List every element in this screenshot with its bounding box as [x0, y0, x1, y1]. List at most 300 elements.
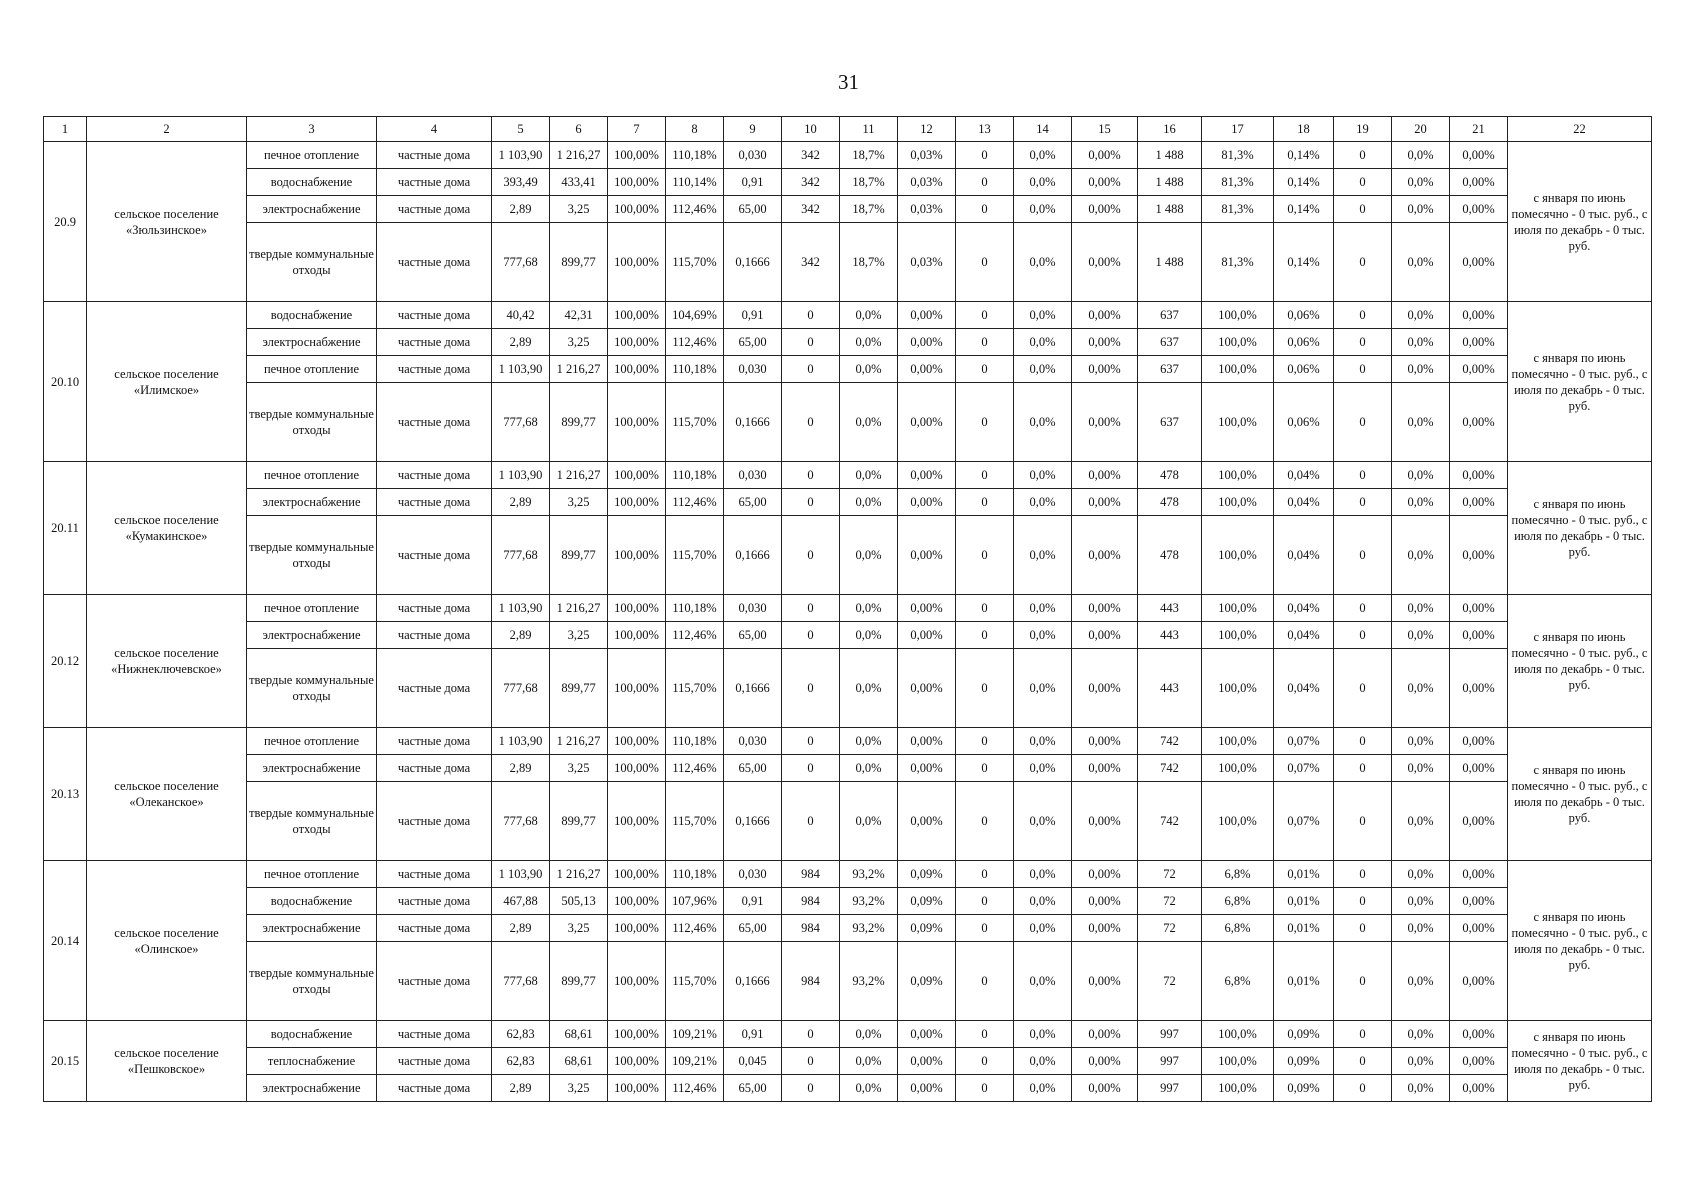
table-cell: 0,030 [724, 728, 782, 755]
table-cell: 742 [1138, 728, 1202, 755]
column-header: 6 [550, 117, 608, 142]
table-cell: 899,77 [550, 649, 608, 728]
table-cell: 100,0% [1202, 728, 1274, 755]
table-cell: 0,01% [1274, 888, 1334, 915]
table-cell: 0,03% [898, 223, 956, 302]
table-cell: 0 [1334, 196, 1392, 223]
column-header: 1 [44, 117, 87, 142]
housing-type: частные дома [377, 595, 492, 622]
table-cell: 93,2% [840, 888, 898, 915]
table-cell: 0,14% [1274, 223, 1334, 302]
table-cell: 0,0% [840, 462, 898, 489]
table-cell: 100,0% [1202, 462, 1274, 489]
table-cell: 100,00% [608, 888, 666, 915]
group-number: 20.11 [44, 462, 87, 595]
service-name: твердые коммунальные отходы [247, 223, 377, 302]
table-cell: 100,00% [608, 383, 666, 462]
table-cell: 2,89 [492, 755, 550, 782]
table-cell: 0,00% [1072, 622, 1138, 649]
table-cell: 0,0% [1014, 649, 1072, 728]
table-cell: 100,00% [608, 302, 666, 329]
table-cell: 777,68 [492, 782, 550, 861]
table-cell: 0 [782, 356, 840, 383]
table-cell: 0,0% [1014, 329, 1072, 356]
table-cell: 3,25 [550, 196, 608, 223]
table-cell: 18,7% [840, 223, 898, 302]
table-cell: 0,00% [1072, 888, 1138, 915]
table-cell: 0 [956, 1075, 1014, 1102]
table-row [44, 196, 1652, 223]
table-cell: 100,00% [608, 462, 666, 489]
table-cell: 3,25 [550, 1075, 608, 1102]
table-cell: 0 [956, 1048, 1014, 1075]
service-name: электроснабжение [247, 915, 377, 942]
table-cell: 0,04% [1274, 649, 1334, 728]
table-cell: 0,00% [1450, 169, 1508, 196]
table-cell: 0,03% [898, 142, 956, 169]
table-cell: 110,18% [666, 861, 724, 888]
table-cell: 0,0% [840, 649, 898, 728]
table-cell: 0,04% [1274, 516, 1334, 595]
table-cell: 899,77 [550, 223, 608, 302]
table-cell: 0,030 [724, 595, 782, 622]
housing-type: частные дома [377, 516, 492, 595]
housing-type: частные дома [377, 383, 492, 462]
table-cell: 0,0% [1392, 915, 1450, 942]
table-cell: 115,70% [666, 516, 724, 595]
table-cell: 0,00% [1072, 356, 1138, 383]
table-cell: 0,01% [1274, 915, 1334, 942]
table-row [44, 142, 1652, 169]
table-cell: 112,46% [666, 196, 724, 223]
table-cell: 0,045 [724, 1048, 782, 1075]
settlement-name: сельское поселение «Пешковское» [87, 1021, 247, 1102]
service-name: электроснабжение [247, 196, 377, 223]
table-cell: 100,0% [1202, 782, 1274, 861]
table-cell: 0 [956, 942, 1014, 1021]
table-cell: 0 [782, 728, 840, 755]
table-cell: 109,21% [666, 1021, 724, 1048]
table-cell: 0,00% [1072, 489, 1138, 516]
table-cell: 0 [1334, 755, 1392, 782]
table-cell: 0,0% [1392, 383, 1450, 462]
column-header: 2 [87, 117, 247, 142]
table-cell: 100,00% [608, 142, 666, 169]
table-cell: 0 [956, 755, 1014, 782]
table-cell: 0,0% [840, 782, 898, 861]
settlement-name: сельское поселение «Кумакинское» [87, 462, 247, 595]
table-cell: 0,1666 [724, 383, 782, 462]
housing-type: частные дома [377, 755, 492, 782]
service-name: водоснабжение [247, 1021, 377, 1048]
table-cell: 0 [782, 595, 840, 622]
housing-type: частные дома [377, 1048, 492, 1075]
table-cell: 0 [956, 728, 1014, 755]
table-cell: 0,00% [1072, 1075, 1138, 1102]
table-cell: 742 [1138, 782, 1202, 861]
table-cell: 93,2% [840, 942, 898, 1021]
service-name: печное отопление [247, 142, 377, 169]
table-cell: 0 [782, 782, 840, 861]
payment-note: с января по июнь помесячно - 0 тыс. руб., с июля по декабрь - 0 тыс. руб. [1508, 728, 1652, 861]
table-cell: 62,83 [492, 1048, 550, 1075]
table-cell: 0,0% [1014, 622, 1072, 649]
table-cell: 0 [782, 302, 840, 329]
table-cell: 0,91 [724, 1021, 782, 1048]
table-cell: 100,00% [608, 861, 666, 888]
table-cell: 0,03% [898, 169, 956, 196]
table-cell: 0,0% [1014, 1021, 1072, 1048]
table-cell: 65,00 [724, 329, 782, 356]
table-cell: 93,2% [840, 915, 898, 942]
table-cell: 0,01% [1274, 942, 1334, 1021]
table-cell: 100,00% [608, 595, 666, 622]
table-cell: 0,0% [1014, 223, 1072, 302]
service-name: печное отопление [247, 728, 377, 755]
table-cell: 0 [1334, 888, 1392, 915]
table-cell: 100,00% [608, 622, 666, 649]
housing-type: частные дома [377, 649, 492, 728]
table-cell: 0 [1334, 356, 1392, 383]
table-row [44, 383, 1652, 462]
column-header: 4 [377, 117, 492, 142]
table-cell: 0,0% [1014, 462, 1072, 489]
table-cell: 100,00% [608, 196, 666, 223]
table-cell: 899,77 [550, 782, 608, 861]
table-cell: 1 216,27 [550, 462, 608, 489]
table-cell: 0,0% [1392, 516, 1450, 595]
housing-type: частные дома [377, 1075, 492, 1102]
table-cell: 0 [1334, 329, 1392, 356]
table-cell: 0 [956, 196, 1014, 223]
table-cell: 0,06% [1274, 329, 1334, 356]
table-cell: 637 [1138, 302, 1202, 329]
table-cell: 0,030 [724, 462, 782, 489]
table-cell: 0,0% [840, 383, 898, 462]
table-cell: 0 [1334, 383, 1392, 462]
table-cell: 0,91 [724, 169, 782, 196]
table-row [44, 169, 1652, 196]
table-cell: 110,18% [666, 728, 724, 755]
table-cell: 100,0% [1202, 329, 1274, 356]
table-cell: 0,00% [1450, 462, 1508, 489]
table-cell: 115,70% [666, 649, 724, 728]
table-cell: 984 [782, 942, 840, 1021]
table-cell: 0,0% [1392, 169, 1450, 196]
table-cell: 0,00% [1450, 728, 1508, 755]
service-name: водоснабжение [247, 302, 377, 329]
table-cell: 110,14% [666, 169, 724, 196]
table-cell: 81,3% [1202, 223, 1274, 302]
table-cell: 478 [1138, 462, 1202, 489]
table-cell: 0,00% [1072, 1048, 1138, 1075]
table-cell: 115,70% [666, 223, 724, 302]
table-cell: 0,00% [1450, 329, 1508, 356]
housing-type: частные дома [377, 622, 492, 649]
table-cell: 0,0% [840, 489, 898, 516]
table-cell: 0 [1334, 516, 1392, 595]
table-row [44, 782, 1652, 861]
table-cell: 2,89 [492, 622, 550, 649]
table-cell: 342 [782, 169, 840, 196]
service-name: печное отопление [247, 595, 377, 622]
table-cell: 81,3% [1202, 142, 1274, 169]
table-cell: 0,00% [1450, 755, 1508, 782]
table-cell: 2,89 [492, 329, 550, 356]
service-name: электроснабжение [247, 1075, 377, 1102]
table-cell: 2,89 [492, 196, 550, 223]
table-cell: 100,0% [1202, 356, 1274, 383]
table-cell: 0,0% [840, 302, 898, 329]
service-name: водоснабжение [247, 888, 377, 915]
table-cell: 0,00% [1450, 649, 1508, 728]
table-cell: 0 [782, 1048, 840, 1075]
table-cell: 467,88 [492, 888, 550, 915]
table-cell: 0 [956, 356, 1014, 383]
group-number: 20.9 [44, 142, 87, 302]
column-header: 20 [1392, 117, 1450, 142]
page-number: 31 [838, 70, 859, 94]
table-cell: 1 488 [1138, 142, 1202, 169]
column-header: 16 [1138, 117, 1202, 142]
table-cell: 0,09% [1274, 1048, 1334, 1075]
table-cell: 100,0% [1202, 622, 1274, 649]
table-cell: 0,0% [1014, 861, 1072, 888]
service-name: печное отопление [247, 462, 377, 489]
tariff-table [43, 116, 1652, 1102]
table-cell: 0 [1334, 782, 1392, 861]
table-cell: 112,46% [666, 329, 724, 356]
group-number: 20.12 [44, 595, 87, 728]
table-cell: 0 [1334, 595, 1392, 622]
table-cell: 0,00% [898, 302, 956, 329]
table-cell: 342 [782, 196, 840, 223]
table-row [44, 489, 1652, 516]
table-cell: 0,0% [1014, 595, 1072, 622]
table-cell: 0 [1334, 728, 1392, 755]
table-cell: 0,0% [1014, 1075, 1072, 1102]
table-cell: 0,00% [1072, 942, 1138, 1021]
table-cell: 0 [782, 462, 840, 489]
table-cell: 0,0% [1014, 383, 1072, 462]
table-cell: 0,030 [724, 861, 782, 888]
table-cell: 0,07% [1274, 782, 1334, 861]
table-row [44, 649, 1652, 728]
table-cell: 3,25 [550, 329, 608, 356]
table-cell: 3,25 [550, 622, 608, 649]
table-cell: 100,00% [608, 755, 666, 782]
table-cell: 443 [1138, 622, 1202, 649]
table-cell: 393,49 [492, 169, 550, 196]
table-cell: 0,00% [1450, 223, 1508, 302]
table-cell: 1 103,90 [492, 728, 550, 755]
table-cell: 0,00% [898, 329, 956, 356]
table-cell: 0 [782, 649, 840, 728]
column-number-header [44, 117, 1652, 142]
table-cell: 110,18% [666, 356, 724, 383]
table-cell: 6,8% [1202, 861, 1274, 888]
group-number: 20.13 [44, 728, 87, 861]
table-cell: 0,00% [898, 595, 956, 622]
settlement-name: сельское поселение «Олеканское» [87, 728, 247, 861]
table-cell: 1 216,27 [550, 595, 608, 622]
table-cell: 100,0% [1202, 755, 1274, 782]
table-cell: 742 [1138, 755, 1202, 782]
table-cell: 0,0% [1392, 1021, 1450, 1048]
service-name: электроснабжение [247, 622, 377, 649]
table-cell: 433,41 [550, 169, 608, 196]
table-cell: 0,0% [1014, 516, 1072, 595]
column-header: 14 [1014, 117, 1072, 142]
table-cell: 0 [956, 169, 1014, 196]
table-row [44, 888, 1652, 915]
table-cell: 0,09% [898, 861, 956, 888]
table-cell: 0 [1334, 169, 1392, 196]
table-cell: 1 103,90 [492, 595, 550, 622]
table-cell: 0,0% [1014, 888, 1072, 915]
table-cell: 112,46% [666, 489, 724, 516]
table-cell: 100,0% [1202, 302, 1274, 329]
table-cell: 110,18% [666, 142, 724, 169]
table-cell: 637 [1138, 329, 1202, 356]
table-cell: 100,0% [1202, 595, 1274, 622]
table-row [44, 516, 1652, 595]
table-cell: 0,00% [898, 755, 956, 782]
table-cell: 0,00% [1072, 462, 1138, 489]
table-cell: 0,00% [1072, 755, 1138, 782]
group-number: 20.10 [44, 302, 87, 462]
column-header: 7 [608, 117, 666, 142]
table-row [44, 915, 1652, 942]
table-cell: 112,46% [666, 755, 724, 782]
table-cell: 0 [956, 142, 1014, 169]
table-cell: 0,0% [1392, 728, 1450, 755]
payment-note: с января по июнь помесячно - 0 тыс. руб., с июля по декабрь - 0 тыс. руб. [1508, 1021, 1652, 1102]
table-cell: 0,00% [1072, 516, 1138, 595]
table-cell: 100,00% [608, 356, 666, 383]
table-cell: 100,00% [608, 169, 666, 196]
table-cell: 0,00% [1072, 1021, 1138, 1048]
housing-type: частные дома [377, 223, 492, 302]
table-cell: 0 [1334, 142, 1392, 169]
table-cell: 342 [782, 223, 840, 302]
table-cell: 0,00% [1450, 356, 1508, 383]
housing-type: частные дома [377, 728, 492, 755]
table-cell: 100,00% [608, 649, 666, 728]
table-cell: 777,68 [492, 649, 550, 728]
table-cell: 0,00% [1072, 383, 1138, 462]
table-cell: 100,00% [608, 1048, 666, 1075]
table-cell: 0,00% [898, 383, 956, 462]
table-cell: 0,0% [840, 1048, 898, 1075]
table-cell: 0,00% [898, 649, 956, 728]
table-cell: 100,00% [608, 489, 666, 516]
table-cell: 0,14% [1274, 169, 1334, 196]
table-cell: 0 [956, 622, 1014, 649]
table-cell: 443 [1138, 595, 1202, 622]
table-cell: 0,0% [1392, 1075, 1450, 1102]
table-cell: 0,1666 [724, 782, 782, 861]
table-cell: 0,00% [1450, 516, 1508, 595]
table-cell: 0,0% [840, 356, 898, 383]
housing-type: частные дома [377, 942, 492, 1021]
service-name: твердые коммунальные отходы [247, 516, 377, 595]
table-cell: 3,25 [550, 915, 608, 942]
table-cell: 0,0% [1392, 861, 1450, 888]
table-cell: 0 [782, 1021, 840, 1048]
table-cell: 0,00% [1450, 196, 1508, 223]
table-cell: 0,09% [898, 888, 956, 915]
table-cell: 0 [956, 888, 1014, 915]
table-cell: 100,0% [1202, 516, 1274, 595]
table-cell: 6,8% [1202, 915, 1274, 942]
table-cell: 112,46% [666, 1075, 724, 1102]
table-cell: 112,46% [666, 622, 724, 649]
table-cell: 62,83 [492, 1021, 550, 1048]
table-cell: 0,04% [1274, 622, 1334, 649]
table-body [44, 142, 1652, 1102]
table-cell: 1 103,90 [492, 861, 550, 888]
table-cell: 0,00% [1450, 1075, 1508, 1102]
table-cell: 0,00% [898, 462, 956, 489]
table-cell: 0,00% [1072, 861, 1138, 888]
table-row [44, 223, 1652, 302]
table-row [44, 755, 1652, 782]
table-cell: 100,00% [608, 223, 666, 302]
table-cell: 0,0% [1392, 329, 1450, 356]
table-cell: 0 [956, 489, 1014, 516]
table-cell: 0,1666 [724, 942, 782, 1021]
table-cell: 1 216,27 [550, 861, 608, 888]
table-cell: 65,00 [724, 1075, 782, 1102]
housing-type: частные дома [377, 782, 492, 861]
table-row [44, 1075, 1652, 1102]
table-cell: 342 [782, 142, 840, 169]
table-cell: 0 [782, 1075, 840, 1102]
table-cell: 0,0% [1392, 356, 1450, 383]
housing-type: частные дома [377, 489, 492, 516]
table-cell: 72 [1138, 942, 1202, 1021]
table-cell: 68,61 [550, 1048, 608, 1075]
table-cell: 65,00 [724, 622, 782, 649]
service-name: твердые коммунальные отходы [247, 383, 377, 462]
table-cell: 0,00% [1072, 169, 1138, 196]
table-cell: 0,0% [1014, 728, 1072, 755]
table-cell: 0,0% [1392, 595, 1450, 622]
column-header: 10 [782, 117, 840, 142]
table-cell: 0,00% [1450, 622, 1508, 649]
table-cell: 899,77 [550, 942, 608, 1021]
table-cell: 1 103,90 [492, 462, 550, 489]
table-cell: 100,00% [608, 1075, 666, 1102]
table-cell: 0,00% [898, 782, 956, 861]
table-cell: 0,00% [1072, 302, 1138, 329]
table-cell: 0,04% [1274, 462, 1334, 489]
table-row [44, 595, 1652, 622]
table-cell: 0,00% [1072, 595, 1138, 622]
table-cell: 0 [1334, 489, 1392, 516]
service-name: электроснабжение [247, 329, 377, 356]
table-cell: 1 488 [1138, 223, 1202, 302]
column-header: 22 [1508, 117, 1652, 142]
table-cell: 3,25 [550, 489, 608, 516]
table-cell: 0,91 [724, 888, 782, 915]
table-cell: 0,00% [1072, 142, 1138, 169]
table-cell: 0,07% [1274, 728, 1334, 755]
table-cell: 0,0% [1392, 942, 1450, 1021]
table-cell: 0 [956, 649, 1014, 728]
table-cell: 0,00% [1450, 302, 1508, 329]
